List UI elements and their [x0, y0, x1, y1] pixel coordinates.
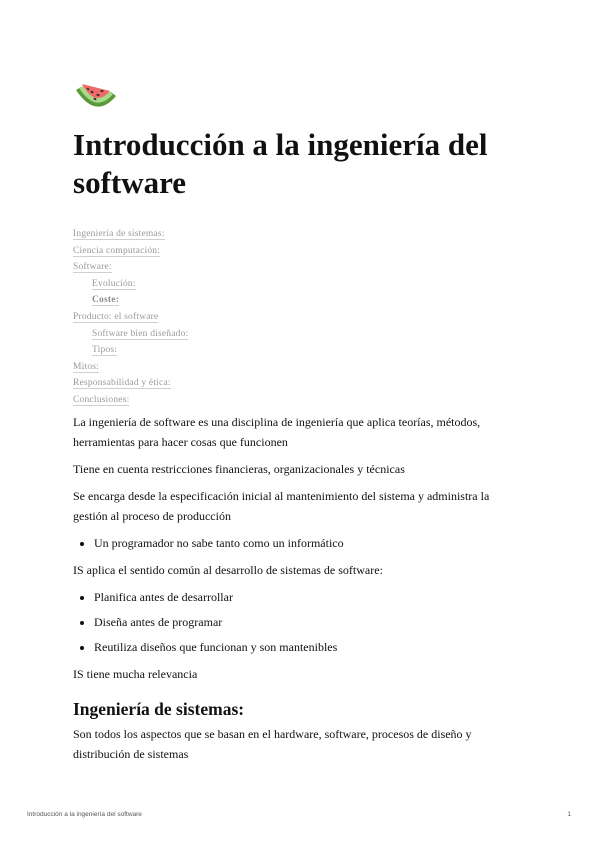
toc-item-ingenieria-sistemas[interactable]: Ingeniería de sistemas:	[73, 229, 165, 239]
list-item: • Planifica antes de desarrollar	[94, 587, 513, 607]
paragraph: Tiene en cuenta restricciones financieras, organizacionales y técnicas	[73, 462, 405, 476]
toc-item-tipos[interactable]: Tipos:	[92, 345, 118, 356]
page-number: 1	[567, 811, 571, 818]
page-title: Introducción a la ingeniería del software	[73, 127, 488, 200]
toc-item-evolucion[interactable]: Evolución:	[92, 278, 136, 289]
document-body	[73, 412, 513, 771]
watermelon-icon	[73, 78, 119, 118]
list-item: • Un programador no sabe tanto como un informático	[94, 533, 513, 553]
toc-item-software[interactable]: Software:	[73, 262, 112, 273]
bullet-list	[73, 533, 513, 553]
section-heading: Ingeniería de sistemas:	[73, 699, 245, 719]
toc-item-responsabilidad[interactable]: Responsabilidad y ética:	[73, 378, 171, 389]
toc-item-coste[interactable]: Coste:	[92, 295, 120, 306]
toc-item-conclusiones[interactable]: Conclusiones:	[73, 394, 130, 405]
toc-item-mitos[interactable]: Mitos:	[73, 361, 100, 372]
table-of-contents	[73, 226, 373, 409]
paragraph: La ingeniería de software es una disciplina de ingeniería que aplica teorías, métodos, herramientas para hacer cosas que funcionen	[73, 415, 481, 449]
paragraph: Se encarga desde la especificación inicial al mantenimiento del sistema y administra la gestión al proceso de producción	[73, 489, 490, 523]
toc-item-producto[interactable]: Producto: el software	[73, 311, 159, 322]
paragraph: Son todos los aspectos que se basan en el hardware, software, procesos de diseño y distribución de sistemas	[73, 727, 472, 761]
paragraph: IS tiene mucha relevancia	[73, 667, 198, 681]
footer-title: Introducción a la ingeniería del software	[27, 811, 142, 818]
list-item: • Diseña antes de programar	[94, 612, 513, 632]
toc-item-software-bien-disenado[interactable]: Software bien diseñado:	[92, 328, 189, 339]
bullet-list	[73, 587, 513, 657]
paragraph: IS aplica el sentido común al desarrollo de sistemas de software:	[73, 563, 383, 577]
list-item: • Reutiliza diseños que funcionan y son mantenibles	[94, 637, 513, 657]
toc-item-ciencia-computacion[interactable]: Ciencia computación:	[73, 245, 161, 256]
